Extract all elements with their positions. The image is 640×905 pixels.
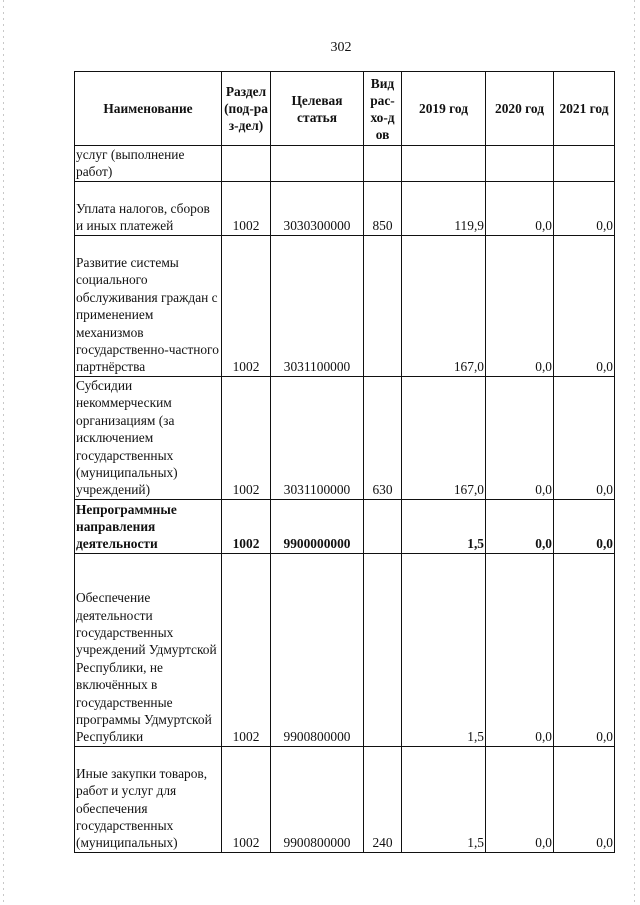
cell-section: 1002 bbox=[222, 553, 271, 746]
cell-2021: 0,0 bbox=[554, 746, 615, 852]
header-section-label: Раздел (под-раз-дел) bbox=[224, 84, 268, 133]
cell-2019: 167,0 bbox=[402, 376, 486, 499]
header-2019: 2019 год bbox=[402, 72, 486, 146]
cell-target: 9900800000 bbox=[271, 746, 364, 852]
cell-target: 3031100000 bbox=[271, 235, 364, 376]
cell-section: 1002 bbox=[222, 746, 271, 852]
header-section bbox=[222, 72, 271, 146]
cell-2019: 167,0 bbox=[402, 235, 486, 376]
scan-edge-left bbox=[3, 0, 4, 905]
scan-edge-right bbox=[634, 0, 635, 905]
table-row bbox=[75, 499, 615, 553]
header-name: Наименование bbox=[75, 72, 222, 146]
cell-section: 1002 bbox=[222, 499, 271, 553]
table-row bbox=[75, 146, 615, 182]
cell-2021: 0,0 bbox=[554, 499, 615, 553]
table-row bbox=[75, 376, 615, 499]
cell-expense bbox=[364, 499, 402, 553]
cell-section: 1002 bbox=[222, 376, 271, 499]
cell-name: Непрограммные направления деятельности bbox=[75, 499, 222, 553]
cell-name: Обеспечение деятельности государственных учреждений Удмуртской Республики, не включённых в государственные программы Удмуртской Республики bbox=[75, 553, 222, 746]
cell-2020: 0,0 bbox=[486, 181, 554, 235]
cell-2019 bbox=[402, 146, 486, 182]
header-target bbox=[271, 72, 364, 146]
cell-2021: 0,0 bbox=[554, 235, 615, 376]
cell-section: 1002 bbox=[222, 181, 271, 235]
cell-2019: 119,9 bbox=[402, 181, 486, 235]
cell-2021: 0,0 bbox=[554, 553, 615, 746]
cell-2020: 0,0 bbox=[486, 235, 554, 376]
header-2020: 2020 год bbox=[486, 72, 554, 146]
cell-target: 9900000000 bbox=[271, 499, 364, 553]
cell-target: 9900800000 bbox=[271, 553, 364, 746]
cell-2020 bbox=[486, 146, 554, 182]
cell-name: Субсидии некоммерческим организациям (за исключением государственных (муниципальных) учреждений) bbox=[75, 376, 222, 499]
cell-name: услуг (выполнение работ) bbox=[75, 146, 222, 182]
cell-section: 1002 bbox=[222, 235, 271, 376]
header-expense bbox=[364, 72, 402, 146]
cell-expense: 240 bbox=[364, 746, 402, 852]
cell-expense: 630 bbox=[364, 376, 402, 499]
cell-name: Развитие системы социального обслуживания граждан с применением механизмов государственно-частного партнёрства bbox=[75, 235, 222, 376]
page-number: 302 bbox=[330, 40, 352, 55]
cell-2020: 0,0 bbox=[486, 553, 554, 746]
cell-2020: 0,0 bbox=[486, 746, 554, 852]
cell-expense bbox=[364, 146, 402, 182]
cell-2021 bbox=[554, 146, 615, 182]
cell-2021: 0,0 bbox=[554, 376, 615, 499]
table-header-row bbox=[75, 72, 615, 146]
cell-section bbox=[222, 146, 271, 182]
cell-2021: 0,0 bbox=[554, 181, 615, 235]
budget-table bbox=[74, 71, 615, 853]
cell-2019: 1,5 bbox=[402, 746, 486, 852]
header-target-label: Целевая статья bbox=[291, 92, 343, 125]
cell-2020: 0,0 bbox=[486, 499, 554, 553]
cell-name: Уплата налогов, сборов и иных платежей bbox=[75, 181, 222, 235]
cell-2019: 1,5 bbox=[402, 553, 486, 746]
cell-target: 3030300000 bbox=[271, 181, 364, 235]
header-expense-label: Вид рас-хо-дов bbox=[370, 75, 395, 142]
table-row bbox=[75, 181, 615, 235]
cell-target: 3031100000 bbox=[271, 376, 364, 499]
cell-2019: 1,5 bbox=[402, 499, 486, 553]
cell-expense bbox=[364, 553, 402, 746]
table-row bbox=[75, 746, 615, 852]
cell-expense bbox=[364, 235, 402, 376]
table-row bbox=[75, 553, 615, 746]
table-row bbox=[75, 235, 615, 376]
cell-expense: 850 bbox=[364, 181, 402, 235]
cell-name: Иные закупки товаров, работ и услуг для обеспечения государственных (муниципальных) bbox=[75, 746, 222, 852]
cell-target bbox=[271, 146, 364, 182]
cell-2020: 0,0 bbox=[486, 376, 554, 499]
header-2021: 2021 год bbox=[554, 72, 615, 146]
table-body bbox=[75, 146, 615, 853]
